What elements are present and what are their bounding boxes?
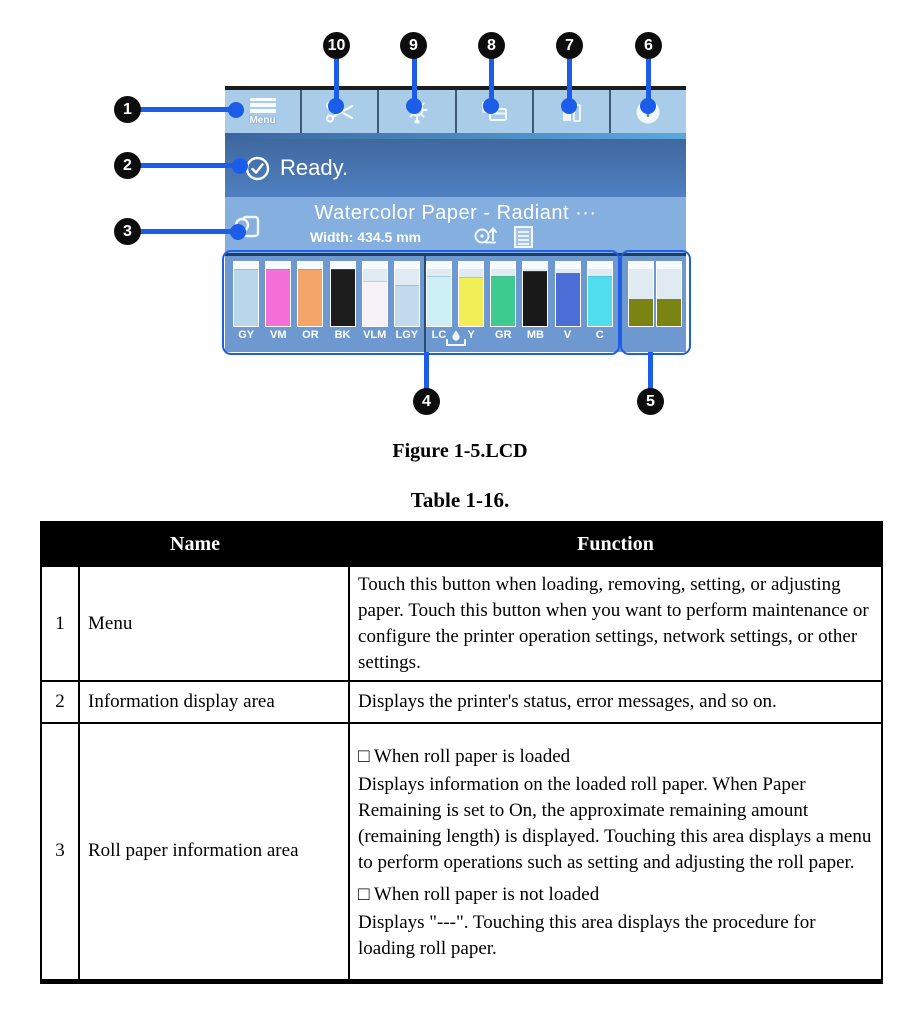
bar-fill (427, 276, 451, 326)
row-name: Roll paper information area (79, 723, 349, 981)
bar-fill (363, 281, 387, 326)
bar-fill (588, 276, 612, 326)
bar-box (628, 261, 654, 327)
callout-line-2 (140, 163, 240, 168)
bar-box (330, 261, 356, 327)
bar-cap (523, 262, 547, 269)
row-function (349, 723, 882, 981)
table-header-row (41, 522, 882, 566)
bar-cap (427, 262, 451, 269)
row-number: 3 (41, 723, 79, 981)
callout-dot-7 (561, 98, 577, 114)
bullet-text: Displays "---". Touching this area displays the procedure for loading roll paper. (358, 912, 816, 960)
bar-cap (331, 262, 355, 269)
callout-number-8: 8 (478, 32, 505, 59)
callout-dot-6 (640, 98, 656, 114)
bar-cap (363, 262, 387, 269)
callout-dot-10 (328, 98, 344, 114)
callout-number-1: 1 (114, 96, 141, 123)
bar-cap (266, 262, 290, 269)
menu-button-label: Menu (249, 114, 276, 126)
bar-cap (395, 262, 419, 269)
callout-number-9: 9 (400, 32, 427, 59)
ink-label: LC (431, 329, 447, 341)
bar-fill (459, 277, 483, 326)
roll-paper-title: Watercolor Paper - Radiant ··· (314, 202, 597, 224)
callout-line-3 (140, 229, 238, 234)
row-name: Menu (79, 566, 349, 681)
bar-fill (629, 299, 653, 326)
bar-box (656, 261, 682, 327)
bar-cap (459, 262, 483, 269)
bar-box (394, 261, 420, 327)
paper-list-icon (513, 225, 535, 249)
bar-cap (491, 262, 515, 269)
bar-cap (588, 262, 612, 269)
bar-cap (657, 262, 681, 269)
callout-line-1 (140, 107, 236, 112)
bar-cap (629, 262, 653, 269)
ink-label: Y (467, 329, 475, 341)
lcd-screen-figure (225, 86, 686, 352)
function-table (40, 521, 883, 984)
bar-box (555, 261, 581, 327)
bar-box (587, 261, 613, 327)
ready-check-icon (245, 156, 270, 181)
bar-box (233, 261, 259, 327)
callout-dot-3 (230, 224, 246, 240)
bar-fill (657, 299, 681, 326)
header-function: Function (349, 522, 882, 566)
callout-dot-2 (232, 158, 248, 174)
roll-paper-information-area (225, 197, 686, 253)
bar-fill (556, 273, 580, 326)
callout-number-6: 6 (635, 32, 662, 59)
callout-line-4 (424, 352, 429, 390)
bar-fill (395, 285, 419, 326)
callout-dot-8 (483, 98, 499, 114)
row-number: 2 (41, 681, 79, 723)
maintenance-drop-icon (225, 330, 686, 352)
ink-label: OR (302, 329, 319, 341)
bar-fill (523, 271, 547, 326)
row-function: Displays the printer's status, error messages, and so on. (349, 681, 882, 723)
bullet-text: Displays information on the loaded roll paper. When Paper Remaining is set to On, the approximate remaining amount (remaining length) is displayed. Touching this area displays a menu to perform operations such as setting and adjusting the roll paper. (358, 774, 872, 874)
roll-width-label: Width: 434.5 mm (310, 229, 422, 245)
menu-icon (250, 98, 276, 113)
bar-box (490, 261, 516, 327)
ink-label: VLM (363, 329, 387, 341)
callout-number-3: 3 (114, 218, 141, 245)
callout-number-10: 10 (323, 32, 350, 59)
bar-fill (491, 276, 515, 326)
row-number: 1 (41, 566, 79, 681)
ink-label: GY (238, 329, 255, 341)
lcd-toolbar (225, 90, 686, 133)
bar-fill (298, 269, 322, 326)
ink-label: MB (526, 329, 544, 341)
callout-dot-9 (406, 98, 422, 114)
callout-number-2: 2 (114, 152, 141, 179)
bar-box (426, 261, 452, 327)
table-row (41, 566, 882, 681)
bar-cap (298, 262, 322, 269)
table-row (41, 681, 882, 723)
bar-box (522, 261, 548, 327)
bar-box (297, 261, 323, 327)
ink-label: C (595, 329, 604, 341)
table-row (41, 723, 882, 981)
status-text: Ready. (280, 155, 349, 180)
bar-box (458, 261, 484, 327)
bar-cap (556, 262, 580, 269)
callout-number-5: 5 (637, 388, 664, 415)
bar-box (265, 261, 291, 327)
callout-dot-1 (228, 102, 244, 118)
ink-label: V (563, 329, 572, 341)
roll-status-icons (473, 225, 535, 249)
ink-level-area (225, 253, 686, 352)
table-caption: Table 1-16. (410, 488, 510, 512)
roll-remaining-icon (473, 225, 509, 249)
ink-label: VM (270, 329, 287, 341)
bar-fill (331, 269, 355, 326)
row-function: Touch this button when loading, removing, setting, or adjusting paper. Touch this button when you want to perform maintenance or configure the printer operation settings, network settings, or other settings. (349, 566, 882, 681)
ink-label: GR (495, 329, 512, 341)
bar-fill (266, 269, 290, 326)
information-display-area (225, 139, 686, 197)
header-name: Name (41, 522, 349, 566)
bullet-item: □ When roll paper is loaded (358, 746, 571, 768)
ink-label: BK (334, 329, 351, 341)
bar-fill (234, 269, 258, 326)
callout-number-7: 7 (556, 32, 583, 59)
callout-number-4: 4 (413, 388, 440, 415)
row-name: Information display area (79, 681, 349, 723)
bullet-item: □ When roll paper is not loaded (358, 884, 600, 906)
bar-box (362, 261, 388, 327)
bar-cap (234, 262, 258, 269)
ink-label: LGY (395, 329, 419, 341)
callout-line-5 (648, 352, 653, 390)
figure-caption: Figure 1-5.LCD (392, 440, 528, 462)
